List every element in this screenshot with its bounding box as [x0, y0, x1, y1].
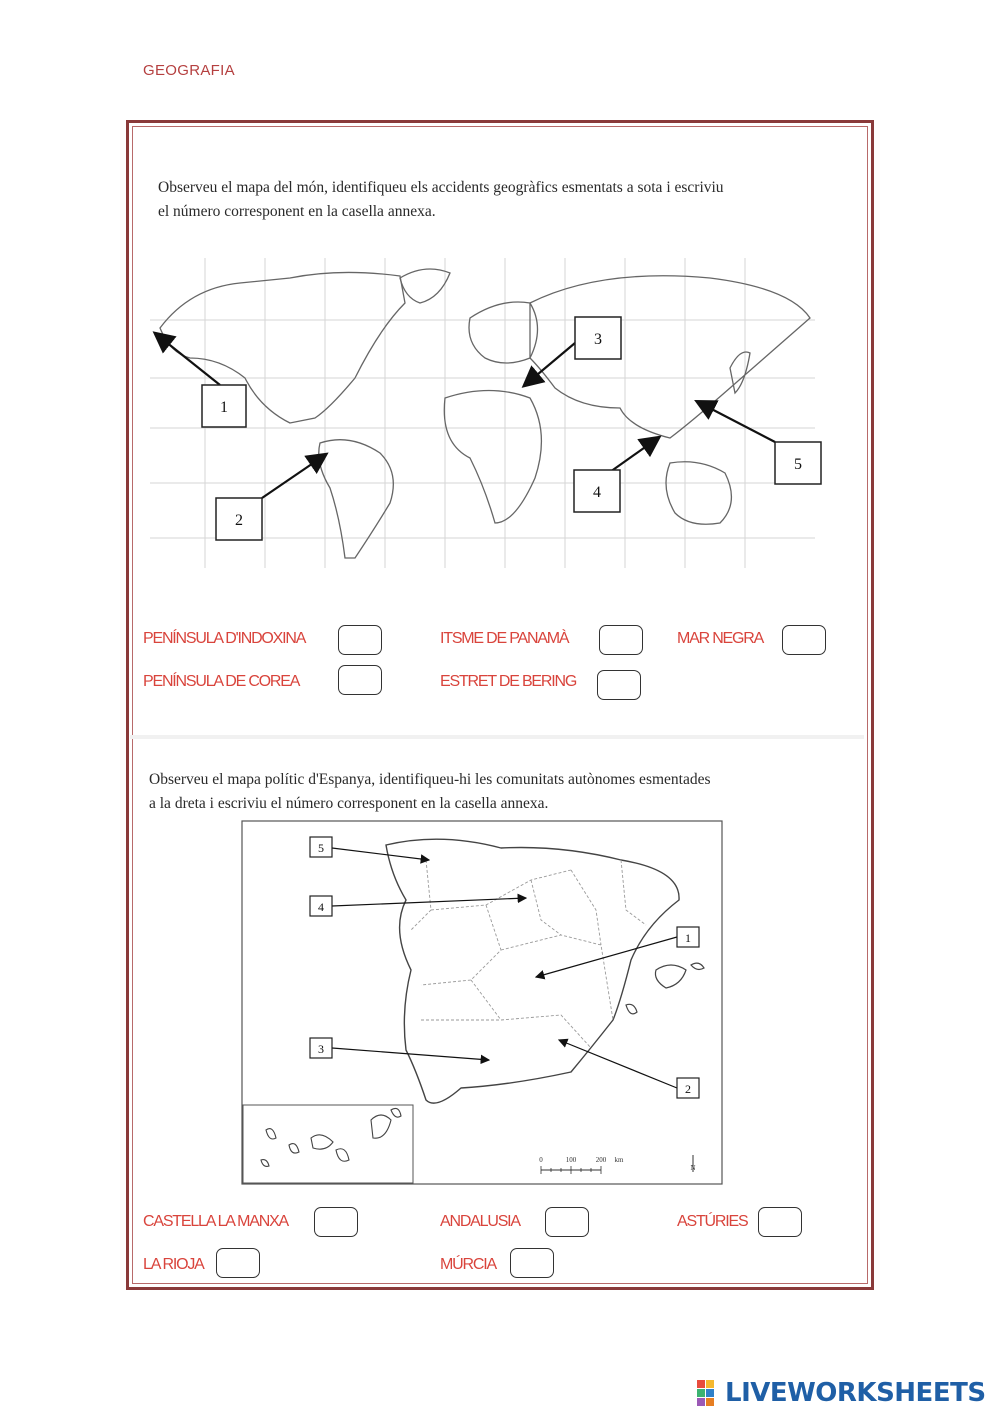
answer-box-murcia[interactable] [510, 1248, 554, 1278]
answer-box-asturies[interactable] [758, 1207, 802, 1237]
arrow-4 [610, 438, 658, 472]
scale-unit: km [614, 1156, 624, 1164]
label-peninsula-indoxina: PENÍNSULA D'INDOXINA [143, 630, 306, 647]
arrow-5 [698, 402, 775, 442]
label-itsme-panama: ITSME DE PANAMÀ [440, 630, 569, 647]
arrow-1 [156, 334, 220, 385]
label-mar-negra: MAR NEGRA [677, 630, 764, 647]
spain-instruction-line1: Observeu el mapa polític d'Espanya, identifiqueu-hi les comunitats autònomes esmentades [149, 771, 711, 788]
label-andalusia: ANDALUSIA [440, 1213, 520, 1230]
world-map-annotations [140, 310, 840, 550]
spain-map-label-3: 3 [318, 1042, 324, 1056]
label-murcia: MÚRCIA [440, 1256, 496, 1273]
label-asturies: ASTÚRIES [677, 1213, 748, 1230]
world-map-label-5: 5 [794, 456, 802, 473]
spain-instruction-line2: a la dreta i escriviu el número corresponent en la casella annexa. [149, 795, 549, 812]
liveworksheets-logo-icon [697, 1378, 723, 1408]
scale-mid: 100 [565, 1156, 577, 1164]
answer-box-peninsula-indoxina[interactable] [338, 625, 382, 655]
label-peninsula-corea: PENÍNSULA DE COREA [143, 673, 300, 690]
world-map-label-2: 2 [235, 512, 243, 529]
world-instruction-line2: el número corresponent en la casella annexa. [158, 203, 436, 220]
spain-map-label-4: 4 [318, 900, 324, 914]
answer-box-itsme-panama[interactable] [599, 625, 643, 655]
label-estret-bering: ESTRET DE BERING [440, 673, 577, 690]
spain-map-label-5: 5 [318, 841, 324, 855]
world-map-label-1: 1 [220, 399, 228, 416]
liveworksheets-brand [697, 1376, 986, 1410]
north-label: N [690, 1164, 696, 1172]
world-map-arrows [156, 334, 775, 498]
spain-map-label-2: 2 [685, 1082, 691, 1096]
answer-box-la-rioja[interactable] [216, 1248, 260, 1278]
world-instruction-line1: Observeu el mapa del món, identifiqueu els accidents geogràfics esmentats a sota i escriviu [158, 179, 724, 196]
label-castella-la-manxa: CASTELLA LA MANXA [143, 1213, 289, 1230]
section-divider [130, 735, 864, 739]
label-la-rioja: LA RIOJA [143, 1256, 204, 1273]
world-map-label-4: 4 [593, 484, 601, 501]
world-map-label-3: 3 [594, 331, 602, 348]
answer-box-estret-bering[interactable] [597, 670, 641, 700]
answer-box-peninsula-corea[interactable] [338, 665, 382, 695]
answer-box-mar-negra[interactable] [782, 625, 826, 655]
arrow-3 [525, 343, 575, 385]
arrow-2 [262, 455, 325, 498]
world-map-numbered-boxes [202, 317, 821, 540]
answer-box-castella-la-manxa[interactable] [314, 1207, 358, 1237]
answer-box-andalusia[interactable] [545, 1207, 589, 1237]
world-instruction [158, 176, 724, 224]
liveworksheets-wordmark: LIVEWORKSHEETS [725, 1378, 986, 1408]
spain-map-label-1: 1 [685, 931, 691, 945]
scale-end: 200 [595, 1156, 607, 1164]
spain-map [241, 820, 723, 1185]
page-header: GEOGRAFIA [143, 62, 235, 79]
spain-instruction [149, 768, 711, 816]
scale-zero: 0 [539, 1156, 543, 1164]
